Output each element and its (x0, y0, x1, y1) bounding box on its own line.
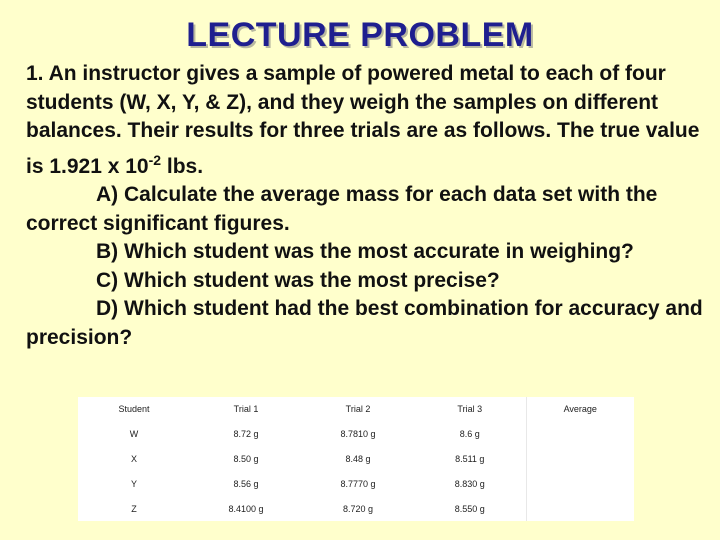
cell-student: Z (131, 503, 137, 514)
problem-intro (26, 60, 710, 181)
cell-student: Y (130, 478, 137, 489)
slide-title: LECTURE PROBLEM (186, 16, 534, 54)
part-a-text: A) Calculate the average mass for each data set with the correct significant figures. (26, 183, 658, 235)
cell-student: W (129, 428, 139, 439)
data-table-container (78, 397, 634, 521)
cell-average (526, 446, 634, 471)
table-row (78, 446, 634, 471)
cell-average (526, 496, 634, 521)
table-row (78, 421, 634, 446)
cell-trial-3: 8.6 g (459, 428, 480, 439)
cell-trial-3: 8.830 g (454, 478, 485, 489)
cell-trial-1: 8.72 g (233, 428, 259, 439)
cell-trial-2: 8.7770 g (340, 478, 376, 489)
cell-trial-3: 8.550 g (454, 503, 485, 514)
part-d (26, 295, 710, 352)
part-b-text: B) Which student was the most accurate in weighing? (96, 240, 634, 263)
header-student: Student (118, 404, 150, 414)
header-trial-3: Trial 3 (457, 404, 483, 414)
cell-trial-1: 8.56 g (233, 478, 259, 489)
part-a (26, 181, 710, 238)
cell-average (526, 421, 634, 446)
part-d-text: D) Which student had the best combination for accuracy and precision? (26, 297, 703, 349)
cell-trial-1: 8.50 g (233, 453, 259, 464)
part-c (26, 267, 710, 296)
table-header-row (78, 397, 634, 421)
header-trial-2: Trial 2 (345, 404, 371, 414)
cell-average (526, 471, 634, 496)
problem-text (26, 60, 710, 352)
header-average: Average (526, 397, 634, 421)
part-b (26, 238, 710, 267)
table-row (78, 496, 634, 521)
cell-trial-3: 8.511 g (455, 453, 485, 464)
cell-trial-1: 8.4100 g (228, 503, 264, 514)
cell-trial-2: 8.720 g (342, 503, 374, 514)
data-table (78, 397, 634, 521)
cell-trial-2: 8.48 g (345, 453, 371, 464)
cell-student: X (130, 453, 137, 464)
problem-intro-text: 1. An instructor gives a sample of powered metal to each of four students (W, X, Y, & Z), and they weigh the samples on different balances. Their results for three trials are as follows. The true value is 1.921 x 10 (26, 62, 700, 178)
header-trial-1: Trial 1 (233, 404, 259, 414)
cell-trial-2: 8.7810 g (340, 428, 376, 439)
table-row (78, 471, 634, 496)
problem-intro-unit: lbs. (161, 154, 204, 178)
part-c-text: C) Which student was the most precise? (96, 268, 500, 292)
problem-exponent: -2 (148, 151, 162, 168)
